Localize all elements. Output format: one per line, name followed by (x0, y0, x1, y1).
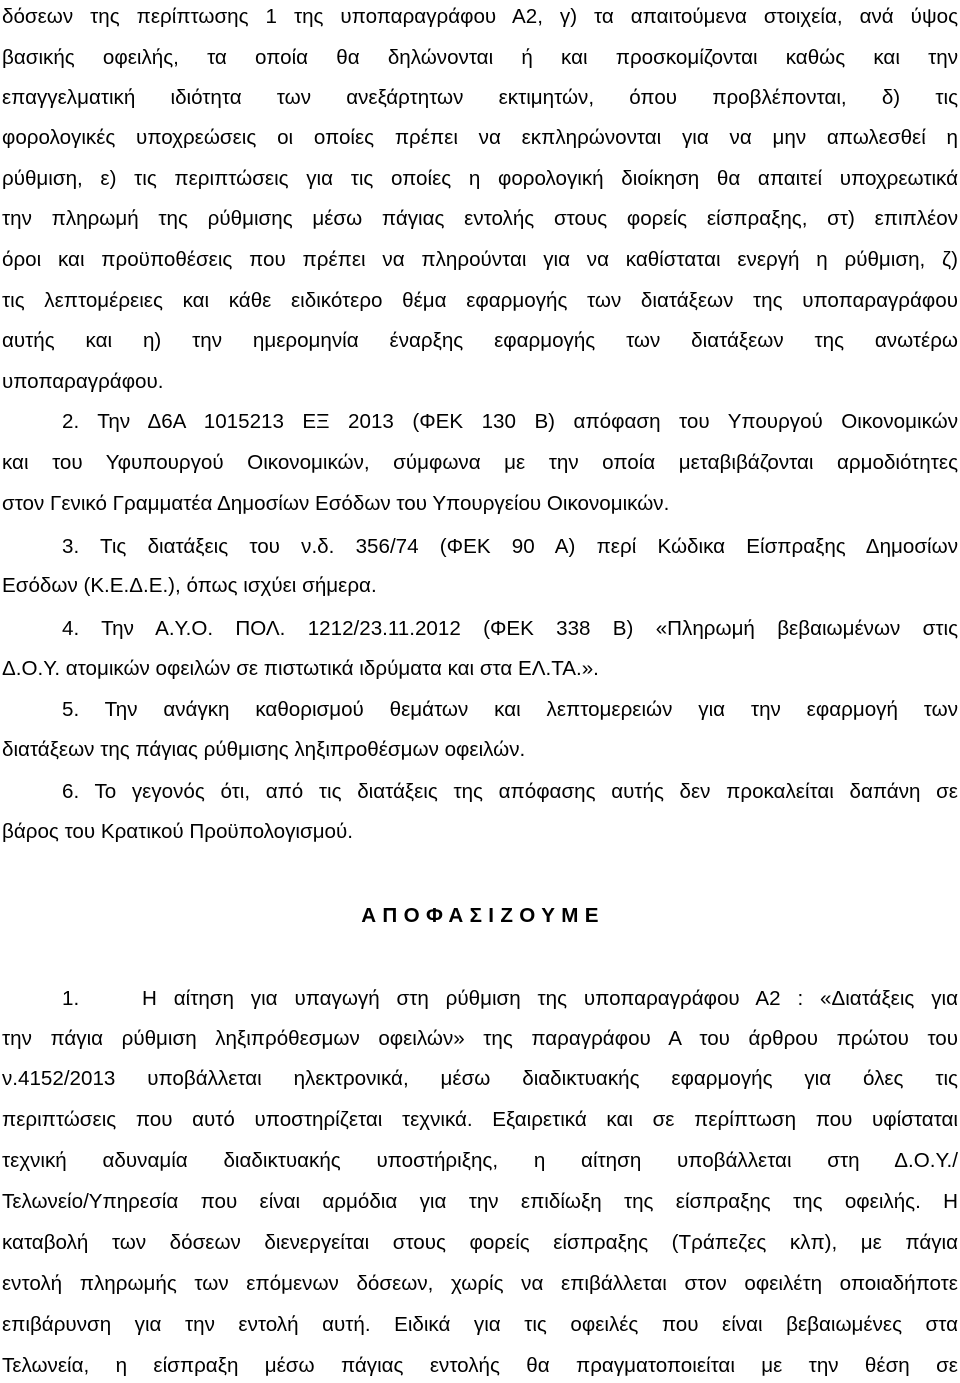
decision-heading: Α Π Ο Φ Α Σ Ι Ζ Ο Υ Μ Ε (361, 904, 599, 927)
text-line: διατάξεων της πάγιας ρύθμισης ληξιπροθέσμων οφειλών. (2, 738, 526, 761)
text-line: 2. Την Δ6Α 1015213 ΕΞ 2013 (ΦΕΚ 130 Β) απόφαση του Υπουργού Οικονομικών (62, 410, 958, 433)
text-line: Δ.Ο.Υ. ατομικών οφειλών σε πιστωτικά ιδρύματα και στα ΕΛ.ΤΑ.». (2, 657, 599, 680)
decision-text-line: ν.4152/2013 υποβάλλεται ηλεκτρονικά, μέσω διαδικτυακής εφαρμογής για όλες τις (2, 1067, 958, 1090)
text-line: δόσεων της περίπτωσης 1 της υποπαραγράφου Α2, γ) τα απαιτούμενα στοιχεία, ανά ύψος (2, 5, 958, 28)
text-line: 5. Την ανάγκη καθορισμού θεμάτων και λεπτομερειών για την εφαρμογή των (62, 698, 958, 721)
text-line: 3. Τις διατάξεις του ν.δ. 356/74 (ΦΕΚ 90 Α) περί Κώδικα Είσπραξης Δημοσίων (62, 535, 958, 558)
decision-number: 1. (62, 987, 80, 1010)
text-line: Εσόδων (Κ.Ε.Δ.Ε.), όπως ισχύει σήμερα. (2, 574, 377, 597)
text-line: και του Υφυπουργού Οικονομικών, σύμφωνα με την οποία μεταβιβάζονται αρμοδιότητες (2, 451, 958, 474)
decision-text-line: εντολή πληρωμής των επόμενων δόσεων, χωρίς να επιβάλλεται στον οφειλέτη οποιαδήποτε (2, 1272, 958, 1295)
text-line: φορολογικές υποχρεώσεις οι οποίες πρέπει να εκπληρώνονται για να μην απωλεσθεί η (2, 126, 958, 149)
text-line: υποπαραγράφου. (2, 370, 164, 393)
decision-paragraph-first-line (62, 987, 958, 1011)
decision-text-line: την πάγια ρύθμιση ληξιπρόθεσμων οφειλών» της παραγράφου Α του άρθρου πρώτου του (2, 1027, 958, 1050)
text-line: όροι και προϋποθέσεις που πρέπει να πληρούνται για να καθίσταται ενεργή η ρύθμιση, ζ) (2, 248, 958, 271)
decision-text-line: περιπτώσεις που αυτό υποστηρίζεται τεχνικά. Εξαιρετικά και σε περίπτωση που υφίσταται (2, 1108, 958, 1131)
text-line: 4. Την Α.Υ.Ο. ΠΟΛ. 1212/23.11.2012 (ΦΕΚ 338 Β) «Πληρωμή βεβαιωμένων στις (62, 617, 958, 640)
text-line: επαγγελματική ιδιότητα των ανεξάρτητων εκτιμητών, όπου προβλέπονται, δ) τις (2, 86, 958, 109)
text-line: στον Γενικό Γραμματέα Δημοσίων Εσόδων του Υπουργείου Οικονομικών. (2, 492, 670, 515)
decision-first-line-text: Η αίτηση για υπαγωγή στη ρύθμιση της υποπαραγράφου Α2 : «Διατάξεις για (142, 987, 958, 1010)
decision-text-line: επιβάρυνση για την εντολή αυτή. Ειδικά για τις οφειλές που είναι βεβαιωμένες στα (2, 1313, 958, 1336)
text-line: τις λεπτομέρειες και κάθε ειδικότερο θέμα εφαρμογής των διατάξεων της υποπαραγράφου (2, 289, 958, 312)
decision-text-line: τεχνική αδυναμία διαδικτυακής υποστήριξης, η αίτηση υποβάλλεται στη Δ.Ο.Υ./ (2, 1149, 958, 1172)
text-line: 6. Το γεγονός ότι, από τις διατάξεις της απόφασης αυτής δεν προκαλείται δαπάνη σε (62, 780, 958, 803)
text-line: βάρος του Κρατικού Προϋπολογισμού. (2, 820, 353, 843)
decision-text-line: Τελωνείο/Υπηρεσία που είναι αρμόδια για την επιδίωξη της είσπραξης της οφειλής. Η (2, 1190, 958, 1213)
text-line: την πληρωμή της ρύθμισης μέσω πάγιας εντολής στους φορείς είσπραξης, στ) επιπλέον (2, 207, 958, 230)
decision-text-line: Τελωνεία, η είσπραξη μέσω πάγιας εντολής θα πραγματοποιείται με την θέση σε (2, 1354, 958, 1377)
decision-text-line: καταβολή των δόσεων διενεργείται στους φορείς είσπραξης (Τράπεζες κλπ), με πάγια (2, 1231, 958, 1254)
text-line: αυτής και η) την ημερομηνία έναρξης εφαρμογής των διατάξεων της ανωτέρω (2, 329, 958, 352)
text-line: ρύθμιση, ε) τις περιπτώσεις για τις οποίες η φορολογική διοίκηση θα απαιτεί υποχρεωτικά (2, 167, 958, 190)
text-line: βασικής οφειλής, τα οποία θα δηλώνονται ή και προσκομίζονται καθώς και την (2, 46, 958, 69)
